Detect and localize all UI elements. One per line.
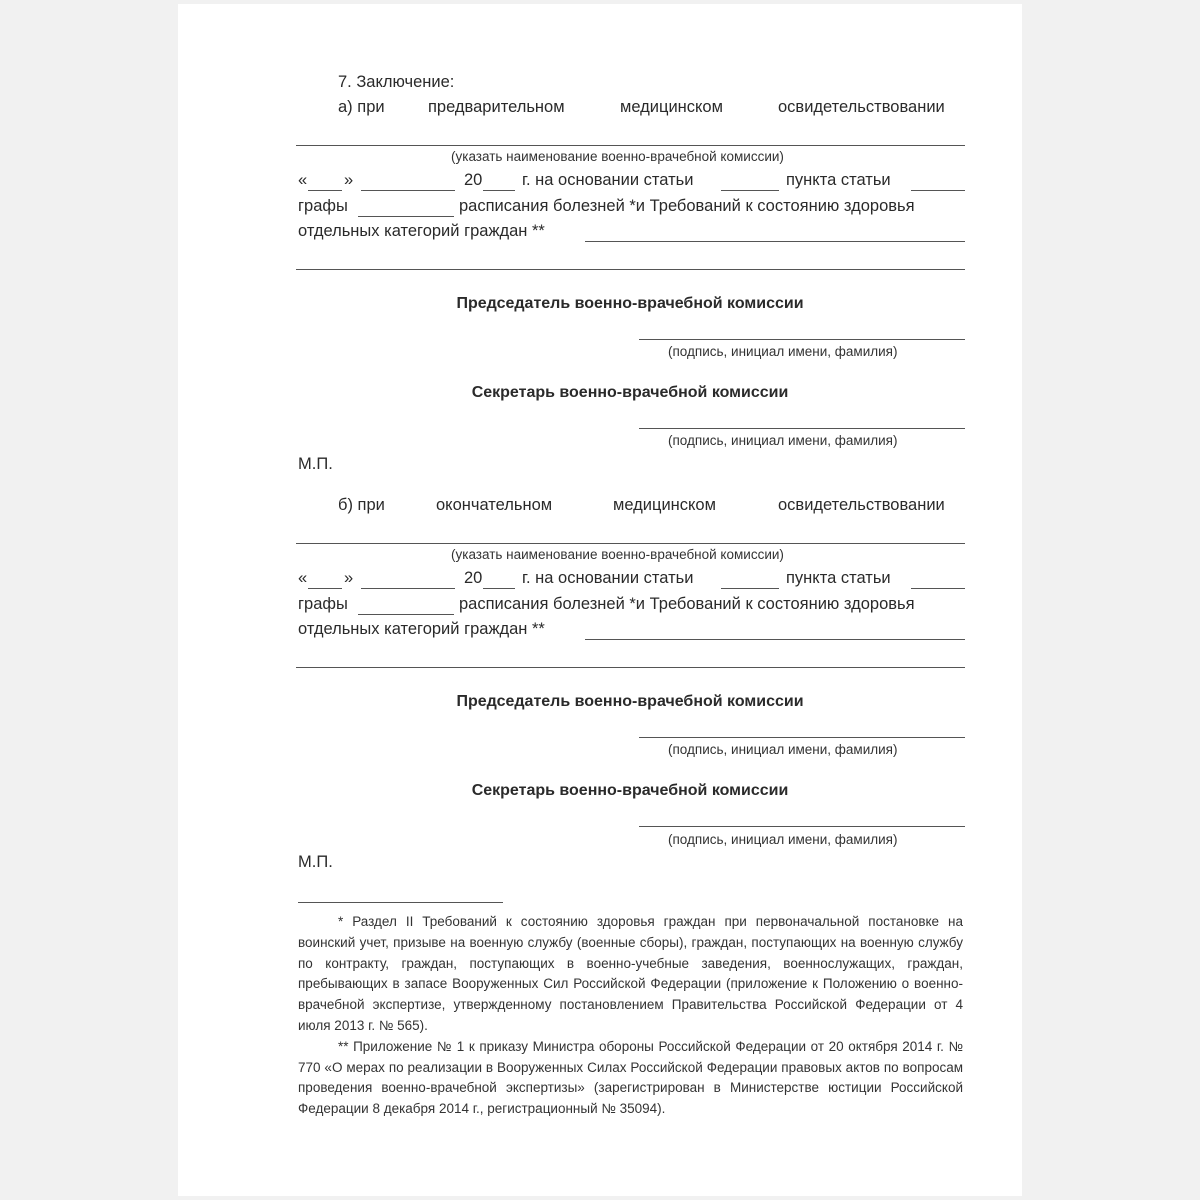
- footnotes: [298, 912, 963, 1120]
- year-prefix: 20: [464, 171, 483, 189]
- day-field[interactable]: [308, 190, 342, 191]
- graph-label: графы: [298, 197, 348, 215]
- item-text: пункта статьи: [786, 171, 891, 189]
- signature-hint: (подпись, инициал имени, фамилия): [668, 433, 898, 448]
- date-close-quote: »: [344, 171, 354, 189]
- date-open-quote: «: [298, 569, 308, 587]
- secretary-title: Секретарь военно-врачебной комиссии: [471, 384, 789, 401]
- categories-field[interactable]: [585, 241, 965, 242]
- item-text: пункта статьи: [786, 569, 891, 587]
- year-field[interactable]: [483, 588, 515, 589]
- intro-word: предварительном: [428, 98, 565, 116]
- secretary-signature-field[interactable]: [639, 826, 965, 827]
- article-field[interactable]: [721, 588, 779, 589]
- intro-word: освидетельствовании: [778, 98, 945, 116]
- intro-word: окончательном: [436, 496, 553, 514]
- graph-field[interactable]: [358, 614, 454, 615]
- intro-word: освидетельствовании: [778, 496, 945, 514]
- item-field[interactable]: [911, 588, 965, 589]
- stamp-label: М.П.: [298, 853, 333, 871]
- chairman-title: Председатель военно-врачебной комиссии: [456, 295, 804, 312]
- secretary-signature-field[interactable]: [639, 428, 965, 429]
- intro-word: а) при: [338, 98, 385, 116]
- graph-field[interactable]: [358, 216, 454, 217]
- intro-word: медицинском: [613, 496, 716, 514]
- section-heading: 7. Заключение:: [338, 73, 455, 91]
- extra-line-field[interactable]: [296, 667, 965, 668]
- categories-text: отдельных категорий граждан **: [298, 620, 545, 638]
- graph-label: графы: [298, 595, 348, 613]
- month-field[interactable]: [361, 190, 455, 191]
- commission-name-hint: (указать наименование военно-врачебной комиссии): [451, 149, 784, 164]
- item-field[interactable]: [911, 190, 965, 191]
- document-page: [178, 4, 1022, 1196]
- month-field[interactable]: [361, 588, 455, 589]
- signature-hint: (подпись, инициал имени, фамилия): [668, 742, 898, 757]
- schedule-text: расписания болезней *и Требований к состоянию здоровья: [459, 197, 915, 215]
- basis-text: г. на основании статьи: [522, 569, 694, 587]
- intro-word: медицинском: [620, 98, 723, 116]
- commission-name-field[interactable]: [296, 145, 965, 146]
- commission-name-field[interactable]: [296, 543, 965, 544]
- categories-text: отдельных категорий граждан **: [298, 222, 545, 240]
- date-close-quote: »: [344, 569, 354, 587]
- date-open-quote: «: [298, 171, 308, 189]
- chairman-signature-field[interactable]: [639, 737, 965, 738]
- extra-line-field[interactable]: [296, 269, 965, 270]
- year-field[interactable]: [483, 190, 515, 191]
- year-prefix: 20: [464, 569, 483, 587]
- signature-hint: (подпись, инициал имени, фамилия): [668, 832, 898, 847]
- basis-text: г. на основании статьи: [522, 171, 694, 189]
- secretary-title: Секретарь военно-врачебной комиссии: [471, 782, 789, 799]
- schedule-text: расписания болезней *и Требований к состоянию здоровья: [459, 595, 915, 613]
- chairman-signature-field[interactable]: [639, 339, 965, 340]
- categories-field[interactable]: [585, 639, 965, 640]
- day-field[interactable]: [308, 588, 342, 589]
- footnote-2: ** Приложение № 1 к приказу Министра обороны Российской Федерации от 20 октября 2014 г. № 770 «О мерах по реализации в Вооруженных Силах Российской Федерации правовых актов по вопросам проведения военно-врачебной экспертизы» (зарегистрирован в Министерстве юстиции Российской Федерации 8 декабря 2014 г., регистрационный № 35094).: [298, 1038, 963, 1117]
- article-field[interactable]: [721, 190, 779, 191]
- commission-name-hint: (указать наименование военно-врачебной комиссии): [451, 547, 784, 562]
- signature-hint: (подпись, инициал имени, фамилия): [668, 344, 898, 359]
- stamp-label: М.П.: [298, 455, 333, 473]
- footnote-separator: [298, 902, 503, 903]
- chairman-title: Председатель военно-врачебной комиссии: [456, 693, 804, 710]
- intro-word: б) при: [338, 496, 385, 514]
- footnote-1: * Раздел II Требований к состоянию здоровья граждан при первоначальной постановке на воинский учет, призыве на военную службу (военные сборы), граждан, поступающих на военную службу по контракту, граждан, поступающих в военно-учебные заведения, военнослужащих, граждан, пребывающих в запасе Вооруженных Сил Российской Федерации (приложение к Положению о военно-врачебной экспертизе, утвержденному постановлением Правительства Российской Федерации от 4 июля 2013 г. № 565).: [298, 914, 963, 1033]
